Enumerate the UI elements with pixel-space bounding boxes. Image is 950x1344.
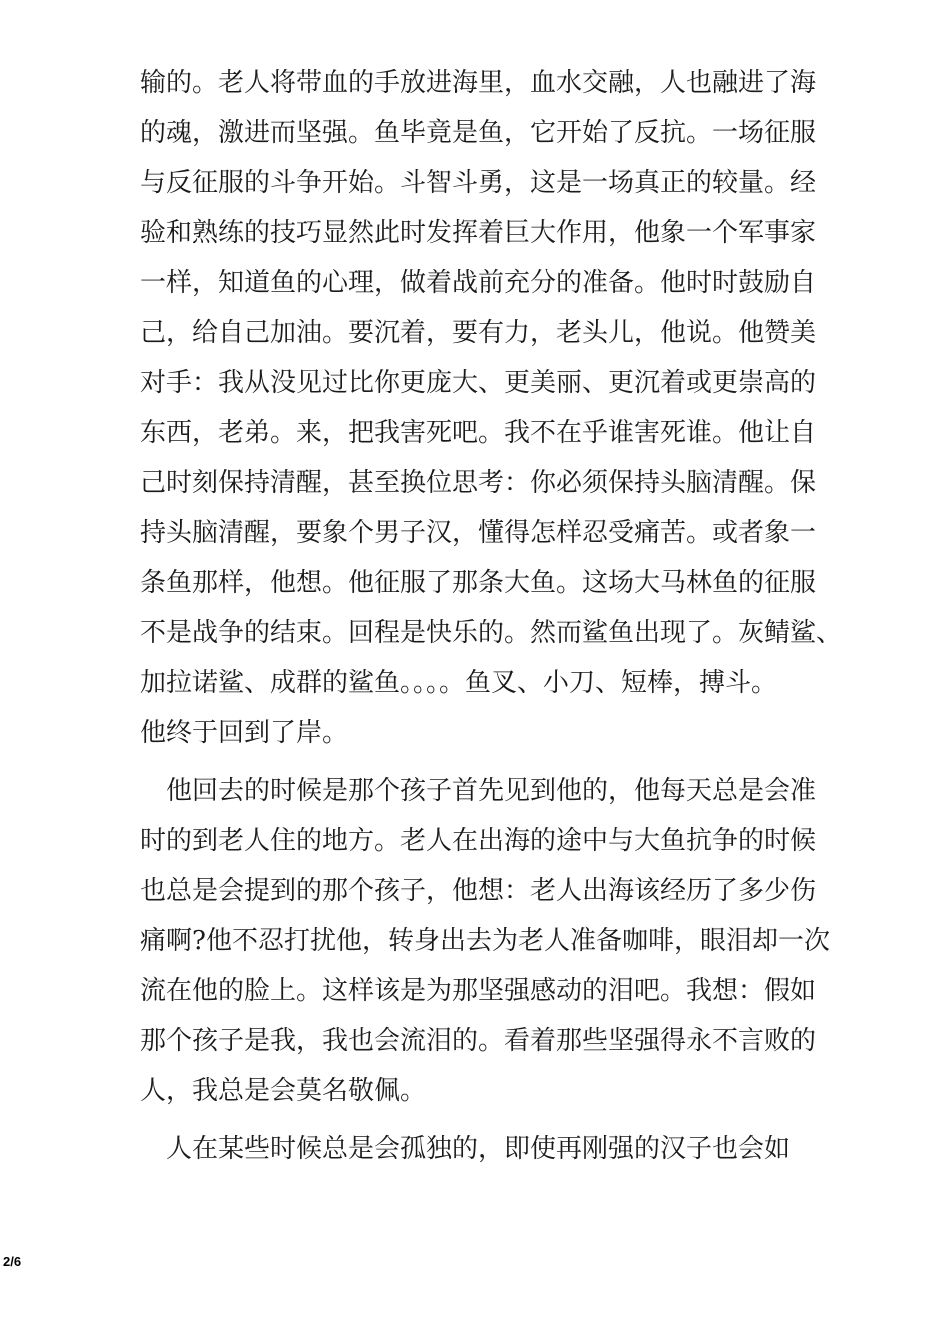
text-line: 输的。老人将带血的手放进海里，血水交融，人也融进了海 bbox=[140, 68, 817, 98]
paragraph-1 bbox=[140, 58, 843, 758]
text-line: 那个孩子是我，我也会流泪的。看着那些坚强得永不言败的 bbox=[140, 1026, 817, 1056]
text-line: 东西，老弟。来，把我害死吧。我不在乎谁害死谁。他让自 bbox=[140, 418, 817, 448]
text-line: 对手：我从没见过比你更庞大、更美丽、更沉着或更崇高的 bbox=[140, 368, 817, 398]
text-line: 的魂，激进而坚强。鱼毕竟是鱼，它开始了反抗。一场征服 bbox=[140, 118, 817, 148]
text-line: 己，给自己加油。要沉着，要有力，老头儿，他说。他赞美 bbox=[140, 318, 817, 348]
text-line: 他回去的时候是那个孩子首先见到他的，他每天总是会准 bbox=[140, 776, 817, 806]
text-line: 人，我总是会莫名敬佩。 bbox=[140, 1076, 427, 1106]
text-line: 己时刻保持清醒，甚至换位思考：你必须保持头脑清醒。保 bbox=[140, 468, 817, 498]
body-text bbox=[140, 58, 843, 1174]
paragraph-gap bbox=[140, 1116, 830, 1124]
text-line: 持头脑清醒，要象个男子汉，懂得怎样忍受痛苦。或者象一 bbox=[140, 518, 817, 548]
text-line: 与反征服的斗争开始。斗智斗勇，这是一场真正的较量。经 bbox=[140, 168, 817, 198]
paragraph-gap bbox=[140, 758, 830, 766]
text-line: 时的到老人住的地方。老人在出海的途中与大鱼抗争的时候 bbox=[140, 826, 817, 856]
paragraph-3 bbox=[140, 1124, 830, 1174]
text-line: 一样，知道鱼的心理，做着战前充分的准备。他时时鼓励自 bbox=[140, 268, 817, 298]
text-line: 流在他的脸上。这样该是为那坚强感动的泪吧。我想：假如 bbox=[140, 976, 817, 1006]
text-line: 他终于回到了岸。 bbox=[140, 718, 349, 748]
page-number: 2/6 bbox=[3, 1254, 22, 1269]
text-line: 条鱼那样，他想。他征服了那条大鱼。这场大马林鱼的征服 bbox=[140, 568, 817, 598]
paragraph-2 bbox=[140, 766, 830, 1116]
text-line: 不是战争的结束。回程是快乐的。然而鲨鱼出现了。灰鲭鲨、 bbox=[140, 618, 843, 648]
text-line: 验和熟练的技巧显然此时发挥着巨大作用，他象一个军事家 bbox=[140, 218, 817, 248]
text-line: 人在某些时候总是会孤独的，即使再刚强的汉子也会如 bbox=[140, 1134, 791, 1164]
text-line: 痛啊?他不忍打扰他，转身出去为老人准备咖啡，眼泪却一次 bbox=[140, 926, 830, 956]
text-line: 也总是会提到的那个孩子，他想：老人出海该经历了多少伤 bbox=[140, 876, 817, 906]
text-line: 加拉诺鲨、成群的鲨鱼。。。。鱼叉、小刀、短棒，搏斗。 bbox=[140, 668, 778, 698]
